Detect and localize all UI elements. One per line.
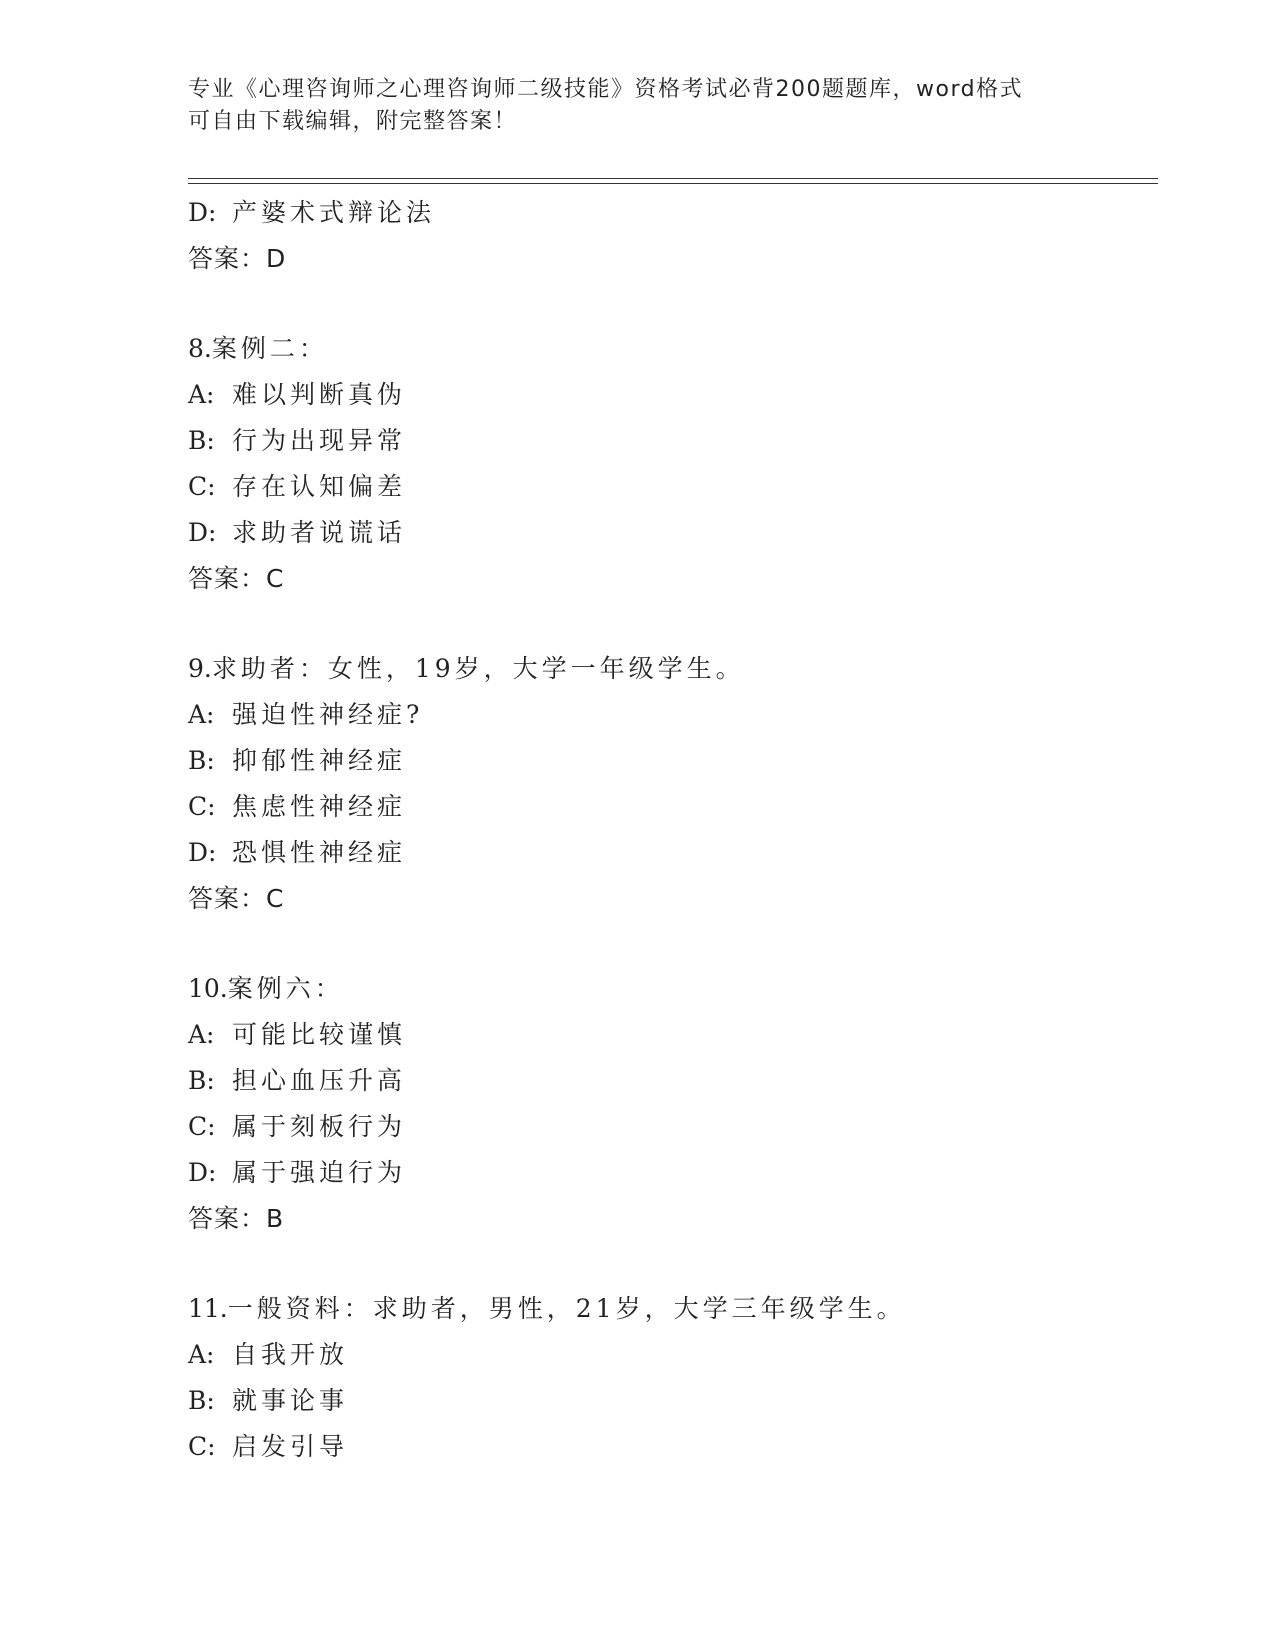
option-text: 属于强迫行为 <box>232 1158 407 1187</box>
option-text: 担心血压升高 <box>232 1066 407 1095</box>
option-letter: D: <box>188 1158 217 1187</box>
option-text: 焦虑性神经症 <box>232 792 407 821</box>
option-row <box>188 1378 1148 1424</box>
answer-line: 答案：C <box>188 884 285 913</box>
question-text: 案例二： <box>211 334 328 363</box>
option-letter: C: <box>188 1112 216 1141</box>
question-number: 11. <box>188 1294 228 1323</box>
question-stem <box>188 966 1148 1012</box>
option-row <box>188 692 1148 738</box>
option-row <box>188 1012 1148 1058</box>
option-row <box>188 1104 1148 1150</box>
option-letter: D: <box>188 838 217 867</box>
option-letter: B: <box>188 1386 215 1415</box>
option-row <box>188 830 1148 876</box>
option-letter: D: <box>188 518 217 547</box>
spacer <box>188 282 1148 326</box>
option-row <box>188 738 1148 784</box>
header-line-1: 专业《心理咨询师之心理咨询师二级技能》资格考试必背200题题库，word格式 <box>188 77 1024 102</box>
option-text: 行为出现异常 <box>232 426 407 455</box>
option-text: 强迫性神经症? <box>232 700 424 729</box>
question-text: 案例六： <box>227 974 344 1003</box>
question-number: 8. <box>188 334 212 363</box>
option-text: 恐惧性神经症 <box>232 838 407 867</box>
option-text: 抑郁性神经症 <box>232 746 407 775</box>
answer-line: 答案：D <box>188 244 287 273</box>
question-stem <box>188 1286 1148 1332</box>
question-number: 9. <box>188 654 212 683</box>
question-stem <box>188 646 1148 692</box>
option-letter: A: <box>188 380 215 409</box>
option-letter: C: <box>188 792 216 821</box>
option-letter: B: <box>188 746 215 775</box>
header-line-2: 可自由下载编辑，附完整答案！ <box>188 109 518 134</box>
question-number: 10. <box>188 974 228 1003</box>
question-text: 求助者：女性，19岁，大学一年级学生。 <box>211 654 745 683</box>
option-text: 可能比较谨慎 <box>232 1020 407 1049</box>
option-letter: D: <box>188 198 217 227</box>
question-list <box>188 190 1148 1470</box>
option-letter: B: <box>188 1066 215 1095</box>
option-row <box>188 190 1148 236</box>
option-text: 自我开放 <box>232 1340 349 1369</box>
option-letter: B: <box>188 426 215 455</box>
header-divider-bottom <box>188 183 1158 184</box>
option-letter: A: <box>188 1340 215 1369</box>
answer-line: 答案：C <box>188 564 285 593</box>
option-letter: A: <box>188 700 215 729</box>
option-row <box>188 784 1148 830</box>
answer-line: 答案：B <box>188 1204 285 1233</box>
option-text: 存在认知偏差 <box>232 472 407 501</box>
spacer <box>188 922 1148 966</box>
option-row <box>188 418 1148 464</box>
option-text: 求助者说谎话 <box>232 518 407 547</box>
header-divider-top <box>188 178 1158 179</box>
document-header <box>188 74 1088 138</box>
option-row <box>188 1058 1148 1104</box>
spacer <box>188 602 1148 646</box>
option-row <box>188 510 1148 556</box>
option-text: 启发引导 <box>232 1432 349 1461</box>
option-row <box>188 1150 1148 1196</box>
spacer <box>188 1242 1148 1286</box>
option-letter: C: <box>188 472 216 501</box>
option-letter: A: <box>188 1020 215 1049</box>
question-stem <box>188 326 1148 372</box>
option-row <box>188 1332 1148 1378</box>
option-text: 就事论事 <box>232 1386 349 1415</box>
option-text: 属于刻板行为 <box>232 1112 407 1141</box>
option-row <box>188 1424 1148 1470</box>
option-text: 难以判断真伪 <box>232 380 407 409</box>
option-row <box>188 372 1148 418</box>
option-row <box>188 464 1148 510</box>
question-text: 一般资料：求助者，男性，21岁，大学三年级学生。 <box>227 1294 906 1323</box>
option-letter: C: <box>188 1432 216 1461</box>
option-text: 产婆术式辩论法 <box>232 198 436 227</box>
